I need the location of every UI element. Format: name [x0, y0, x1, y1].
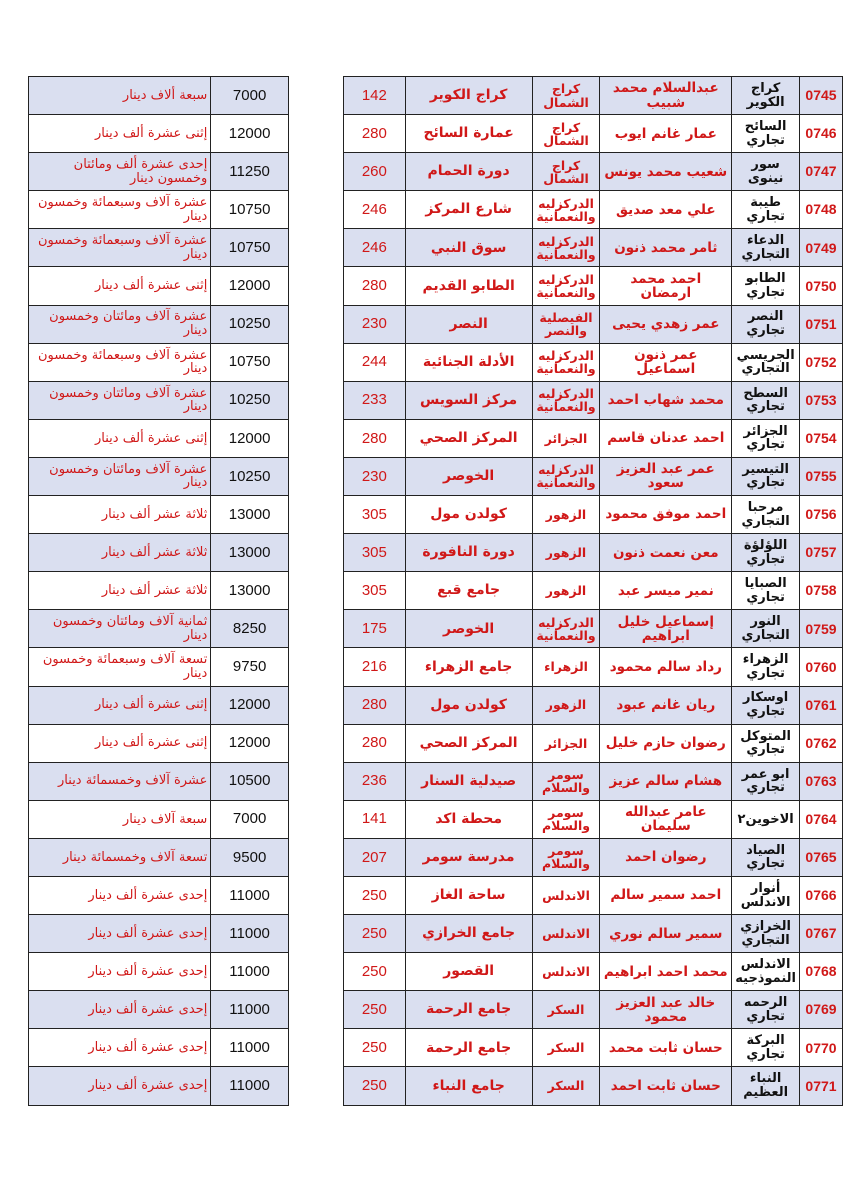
table-row: [29, 572, 843, 610]
table-row: [29, 77, 843, 115]
person-name-cell: معن نعمت ذنون: [600, 534, 732, 572]
table-row: [29, 991, 843, 1029]
count-cell: 244: [344, 343, 405, 381]
amount-cell: 12000: [211, 724, 289, 762]
blank-cell: [288, 267, 343, 305]
location-cell: جامع النباء: [405, 1067, 532, 1105]
code-cell: 0753: [800, 381, 843, 419]
code-cell: 0745: [800, 77, 843, 115]
person-name-cell: عمار غانم ايوب: [600, 115, 732, 153]
blank-cell: [288, 991, 343, 1029]
person-name-cell: عامر عبدالله سليمان: [600, 800, 732, 838]
table-row: [29, 229, 843, 267]
area-cell: الزهور: [532, 496, 600, 534]
amount-in-words-cell: إحدى عشرة ألف دينار: [29, 1029, 211, 1067]
agent-name-cell: المتوكل تجاري: [732, 724, 800, 762]
area-cell: السكر: [532, 1067, 600, 1105]
code-cell: 0769: [800, 991, 843, 1029]
agent-name-cell: اللؤلؤة تجاري: [732, 534, 800, 572]
area-cell: الدركزليه والنعمانية: [532, 343, 600, 381]
blank-cell: [288, 648, 343, 686]
amount-cell: 11000: [211, 1029, 289, 1067]
count-cell: 207: [344, 838, 405, 876]
blank-cell: [288, 496, 343, 534]
area-cell: الزهور: [532, 572, 600, 610]
person-name-cell: خالد عبد العزيز محمود: [600, 991, 732, 1029]
count-cell: 250: [344, 1029, 405, 1067]
location-cell: الطابو القديم: [405, 267, 532, 305]
person-name-cell: عمر ذنون اسماعيل: [600, 343, 732, 381]
agent-name-cell: التيسير تجاري: [732, 457, 800, 495]
count-cell: 230: [344, 457, 405, 495]
agent-name-cell: الاخوين٢: [732, 800, 800, 838]
area-cell: الفيصلية والنصر: [532, 305, 600, 343]
table-row: [29, 876, 843, 914]
code-cell: 0763: [800, 762, 843, 800]
blank-cell: [288, 1029, 343, 1067]
location-cell: ساحة الغاز: [405, 876, 532, 914]
amount-in-words-cell: إثنى عشرة ألف دينار: [29, 115, 211, 153]
amount-cell: 10750: [211, 343, 289, 381]
amount-in-words-cell: ثلاثة عشر ألف دينار: [29, 534, 211, 572]
agent-name-cell: النور التجاري: [732, 610, 800, 648]
table-row: [29, 419, 843, 457]
location-cell: النصر: [405, 305, 532, 343]
code-cell: 0761: [800, 686, 843, 724]
agent-name-cell: النباء العظيم: [732, 1067, 800, 1105]
amount-in-words-cell: إثنى عشرة ألف دينار: [29, 267, 211, 305]
count-cell: 230: [344, 305, 405, 343]
agent-name-cell: البركة تجاري: [732, 1029, 800, 1067]
table-row: [29, 381, 843, 419]
person-name-cell: عمر زهدي يحيى: [600, 305, 732, 343]
location-cell: الخوصر: [405, 610, 532, 648]
area-cell: الدركزليه والنعمانية: [532, 610, 600, 648]
person-name-cell: احمد محمد ارمضان: [600, 267, 732, 305]
blank-cell: [288, 876, 343, 914]
location-cell: الأدلة الجنائية: [405, 343, 532, 381]
table-row: [29, 534, 843, 572]
code-cell: 0751: [800, 305, 843, 343]
area-cell: الزهور: [532, 686, 600, 724]
count-cell: 236: [344, 762, 405, 800]
blank-cell: [288, 762, 343, 800]
agent-name-cell: الجريسي التجاري: [732, 343, 800, 381]
count-cell: 250: [344, 1067, 405, 1105]
amount-in-words-cell: ثمانية آلاف ومائتان وخمسون دينار: [29, 610, 211, 648]
location-cell: مدرسة سومر: [405, 838, 532, 876]
table-row: [29, 762, 843, 800]
amount-in-words-cell: سبعة ألاف دينار: [29, 77, 211, 115]
amount-in-words-cell: عشرة آلاف ومائتان وخمسون دينار: [29, 305, 211, 343]
table-row: [29, 800, 843, 838]
count-cell: 305: [344, 496, 405, 534]
amount-cell: 12000: [211, 267, 289, 305]
person-name-cell: عبدالسلام محمد شبيب: [600, 77, 732, 115]
person-name-cell: حسان ثابت احمد: [600, 1067, 732, 1105]
amount-in-words-cell: عشرة آلاف وسبعمائة وخمسون دينار: [29, 343, 211, 381]
blank-cell: [288, 1067, 343, 1105]
blank-cell: [288, 115, 343, 153]
amount-cell: 13000: [211, 572, 289, 610]
amount-in-words-cell: إحدى عشرة ألف دينار: [29, 876, 211, 914]
amount-in-words-cell: عشرة آلاف وسبعمائة وخمسون دينار: [29, 191, 211, 229]
agent-name-cell: الطابو تجاري: [732, 267, 800, 305]
person-name-cell: ثامر محمد ذنون: [600, 229, 732, 267]
blank-cell: [288, 724, 343, 762]
blank-cell: [288, 343, 343, 381]
table-row: [29, 610, 843, 648]
count-cell: 175: [344, 610, 405, 648]
code-cell: 0766: [800, 876, 843, 914]
count-cell: 280: [344, 115, 405, 153]
code-cell: 0771: [800, 1067, 843, 1105]
amount-in-words-cell: تسعة آلاف وخمسمائة دينار: [29, 838, 211, 876]
area-cell: الدركزليه والنعمانية: [532, 229, 600, 267]
location-cell: كراج الكوير: [405, 77, 532, 115]
location-cell: دورة الحمام: [405, 153, 532, 191]
count-cell: 246: [344, 229, 405, 267]
person-name-cell: حسان ثابت محمد: [600, 1029, 732, 1067]
area-cell: كراج الشمال: [532, 115, 600, 153]
table-row: [29, 305, 843, 343]
blank-cell: [288, 953, 343, 991]
table-row: [29, 153, 843, 191]
amount-cell: 12000: [211, 419, 289, 457]
person-name-cell: رضوان احمد: [600, 838, 732, 876]
amount-in-words-cell: عشرة آلاف وخمسمائة دينار: [29, 762, 211, 800]
amount-cell: 10250: [211, 457, 289, 495]
amount-cell: 7000: [211, 800, 289, 838]
amount-in-words-cell: إحدى عشرة ألف دينار: [29, 915, 211, 953]
amount-cell: 10750: [211, 191, 289, 229]
table-row: [29, 115, 843, 153]
count-cell: 305: [344, 534, 405, 572]
agent-name-cell: طيبة تجاري: [732, 191, 800, 229]
count-cell: 216: [344, 648, 405, 686]
area-cell: الاندلس: [532, 876, 600, 914]
agent-name-cell: أنوار الاندلس: [732, 876, 800, 914]
area-cell: الدركزليه والنعمانية: [532, 267, 600, 305]
blank-cell: [288, 572, 343, 610]
location-cell: الخوصر: [405, 457, 532, 495]
agent-name-cell: النصر تجاري: [732, 305, 800, 343]
count-cell: 233: [344, 381, 405, 419]
agent-name-cell: الجزائر تجاري: [732, 419, 800, 457]
amount-cell: 11000: [211, 876, 289, 914]
person-name-cell: عمر عبد العزيز سعود: [600, 457, 732, 495]
location-cell: مركز السويس: [405, 381, 532, 419]
person-name-cell: احمد موفق محمود: [600, 496, 732, 534]
amount-cell: 12000: [211, 115, 289, 153]
amount-cell: 10500: [211, 762, 289, 800]
person-name-cell: علي معد صديق: [600, 191, 732, 229]
area-cell: الجزائر: [532, 419, 600, 457]
location-cell: سوق النبي: [405, 229, 532, 267]
code-cell: 0755: [800, 457, 843, 495]
location-cell: جامع الرحمة: [405, 991, 532, 1029]
count-cell: 280: [344, 419, 405, 457]
person-name-cell: إسماعيل خليل ابراهيم: [600, 610, 732, 648]
area-cell: سومر والسلام: [532, 762, 600, 800]
table-row: [29, 267, 843, 305]
amount-cell: 11000: [211, 915, 289, 953]
agent-name-cell: الاندلس النموذجيه: [732, 953, 800, 991]
blank-cell: [288, 915, 343, 953]
agent-name-cell: كراج الكوير: [732, 77, 800, 115]
code-cell: 0759: [800, 610, 843, 648]
count-cell: 142: [344, 77, 405, 115]
area-cell: كراج الشمال: [532, 153, 600, 191]
code-cell: 0757: [800, 534, 843, 572]
code-cell: 0767: [800, 915, 843, 953]
count-cell: 250: [344, 953, 405, 991]
code-cell: 0768: [800, 953, 843, 991]
table-row: [29, 191, 843, 229]
amount-cell: 13000: [211, 496, 289, 534]
area-cell: الدركزليه والنعمانية: [532, 457, 600, 495]
amount-cell: 11250: [211, 153, 289, 191]
table-row: [29, 838, 843, 876]
table-row: [29, 457, 843, 495]
person-name-cell: رداد سالم محمود: [600, 648, 732, 686]
area-cell: الجزائر: [532, 724, 600, 762]
agent-name-cell: السائح تجاري: [732, 115, 800, 153]
amount-cell: 8250: [211, 610, 289, 648]
table-row: [29, 343, 843, 381]
count-cell: 250: [344, 991, 405, 1029]
amount-in-words-cell: ثلاثة عشر ألف دينار: [29, 572, 211, 610]
area-cell: الزهراء: [532, 648, 600, 686]
location-cell: جامع الزهراء: [405, 648, 532, 686]
area-cell: الدركزليه والنعمانية: [532, 381, 600, 419]
area-cell: الاندلس: [532, 953, 600, 991]
blank-cell: [288, 610, 343, 648]
code-cell: 0758: [800, 572, 843, 610]
amount-in-words-cell: إحدى عشرة ألف دينار: [29, 1067, 211, 1105]
person-name-cell: احمد سمير سالم: [600, 876, 732, 914]
person-name-cell: شعيب محمد يونس: [600, 153, 732, 191]
code-cell: 0750: [800, 267, 843, 305]
count-cell: 246: [344, 191, 405, 229]
agent-name-cell: مرحبا التجاري: [732, 496, 800, 534]
code-cell: 0762: [800, 724, 843, 762]
person-name-cell: محمد احمد ابراهيم: [600, 953, 732, 991]
area-cell: الاندلس: [532, 915, 600, 953]
table-row: [29, 953, 843, 991]
location-cell: جامع الرحمة: [405, 1029, 532, 1067]
location-cell: كولدن مول: [405, 496, 532, 534]
count-cell: 260: [344, 153, 405, 191]
location-cell: جامع الخرازي: [405, 915, 532, 953]
amount-cell: 9750: [211, 648, 289, 686]
location-cell: عمارة السائح: [405, 115, 532, 153]
amount-in-words-cell: عشرة آلاف ومائتان وخمسون دينار: [29, 457, 211, 495]
amount-in-words-cell: ثلاثة عشر ألف دينار: [29, 496, 211, 534]
code-cell: 0754: [800, 419, 843, 457]
agent-name-cell: الصياد تجاري: [732, 838, 800, 876]
area-cell: الزهور: [532, 534, 600, 572]
code-cell: 0752: [800, 343, 843, 381]
location-cell: المركز الصحي: [405, 419, 532, 457]
amount-in-words-cell: إثنى عشرة ألف دينار: [29, 724, 211, 762]
table-row: [29, 1067, 843, 1105]
table-row: [29, 915, 843, 953]
location-cell: جامع قبع: [405, 572, 532, 610]
code-cell: 0760: [800, 648, 843, 686]
amount-cell: 13000: [211, 534, 289, 572]
blank-cell: [288, 686, 343, 724]
location-cell: صيدلية السنار: [405, 762, 532, 800]
person-name-cell: سمير سالم نوري: [600, 915, 732, 953]
code-cell: 0747: [800, 153, 843, 191]
amount-in-words-cell: إثنى عشرة ألف دينار: [29, 419, 211, 457]
person-name-cell: هشام سالم عزيز: [600, 762, 732, 800]
count-cell: 305: [344, 572, 405, 610]
agent-name-cell: السطح تجاري: [732, 381, 800, 419]
table-row: [29, 648, 843, 686]
amount-cell: 12000: [211, 686, 289, 724]
amount-in-words-cell: سبعة آلاف دينار: [29, 800, 211, 838]
amount-in-words-cell: إحدى عشرة ألف ومائتان وخمسون دينار: [29, 153, 211, 191]
blank-cell: [288, 534, 343, 572]
blank-cell: [288, 838, 343, 876]
area-cell: سومر والسلام: [532, 800, 600, 838]
amount-cell: 10750: [211, 229, 289, 267]
person-name-cell: محمد شهاب احمد: [600, 381, 732, 419]
table-body: [29, 77, 843, 1106]
count-cell: 280: [344, 686, 405, 724]
blank-cell: [288, 800, 343, 838]
area-cell: كراج الشمال: [532, 77, 600, 115]
amount-cell: 11000: [211, 991, 289, 1029]
agent-name-cell: الرحمه تجاري: [732, 991, 800, 1029]
amount-in-words-cell: عشرة آلاف ومائتان وخمسون دينار: [29, 381, 211, 419]
location-cell: القصور: [405, 953, 532, 991]
count-cell: 250: [344, 876, 405, 914]
amount-cell: 11000: [211, 1067, 289, 1105]
area-cell: السكر: [532, 991, 600, 1029]
agent-name-cell: الدعاء التجاري: [732, 229, 800, 267]
count-cell: 250: [344, 915, 405, 953]
location-cell: محطة اكد: [405, 800, 532, 838]
person-name-cell: ريان غانم عبود: [600, 686, 732, 724]
area-cell: سومر والسلام: [532, 838, 600, 876]
person-name-cell: احمد عدنان قاسم: [600, 419, 732, 457]
code-cell: 0770: [800, 1029, 843, 1067]
amount-in-words-cell: إثنى عشرة ألف دينار: [29, 686, 211, 724]
table-row: [29, 686, 843, 724]
agent-name-cell: الصبايا تجاري: [732, 572, 800, 610]
area-cell: السكر: [532, 1029, 600, 1067]
amount-in-words-cell: عشرة آلاف وسبعمائة وخمسون دينار: [29, 229, 211, 267]
location-cell: المركز الصحي: [405, 724, 532, 762]
person-name-cell: رضوان حازم خليل: [600, 724, 732, 762]
code-cell: 0765: [800, 838, 843, 876]
blank-cell: [288, 381, 343, 419]
agent-name-cell: الزهراء تجاري: [732, 648, 800, 686]
blank-cell: [288, 153, 343, 191]
code-cell: 0764: [800, 800, 843, 838]
amount-cell: 11000: [211, 953, 289, 991]
agent-name-cell: اوسكار تجاري: [732, 686, 800, 724]
area-cell: الدركزليه والنعمانية: [532, 191, 600, 229]
location-cell: كولدن مول: [405, 686, 532, 724]
count-cell: 280: [344, 267, 405, 305]
blank-cell: [288, 419, 343, 457]
agent-name-cell: ابو عمر تجاري: [732, 762, 800, 800]
blank-cell: [288, 305, 343, 343]
amount-cell: 9500: [211, 838, 289, 876]
amount-cell: 10250: [211, 305, 289, 343]
person-name-cell: نمير ميسر عبد: [600, 572, 732, 610]
code-cell: 0748: [800, 191, 843, 229]
code-cell: 0746: [800, 115, 843, 153]
blank-cell: [288, 457, 343, 495]
amount-cell: 7000: [211, 77, 289, 115]
count-cell: 141: [344, 800, 405, 838]
agent-name-cell: الخرازي التجاري: [732, 915, 800, 953]
amount-in-words-cell: إحدى عشرة ألف دينار: [29, 953, 211, 991]
code-cell: 0756: [800, 496, 843, 534]
agent-name-cell: سور نينوى: [732, 153, 800, 191]
count-cell: 280: [344, 724, 405, 762]
table-row: [29, 724, 843, 762]
amount-in-words-cell: إحدى عشرة ألف دينار: [29, 991, 211, 1029]
blank-cell: [288, 77, 343, 115]
amount-in-words-cell: تسعة آلاف وسبعمائة وخمسون دينار: [29, 648, 211, 686]
code-cell: 0749: [800, 229, 843, 267]
location-cell: شارع المركز: [405, 191, 532, 229]
blank-cell: [288, 229, 343, 267]
table-row: [29, 496, 843, 534]
amount-cell: 10250: [211, 381, 289, 419]
blank-cell: [288, 191, 343, 229]
location-cell: دورة النافورة: [405, 534, 532, 572]
table-row: [29, 1029, 843, 1067]
distribution-table: [28, 76, 843, 1106]
